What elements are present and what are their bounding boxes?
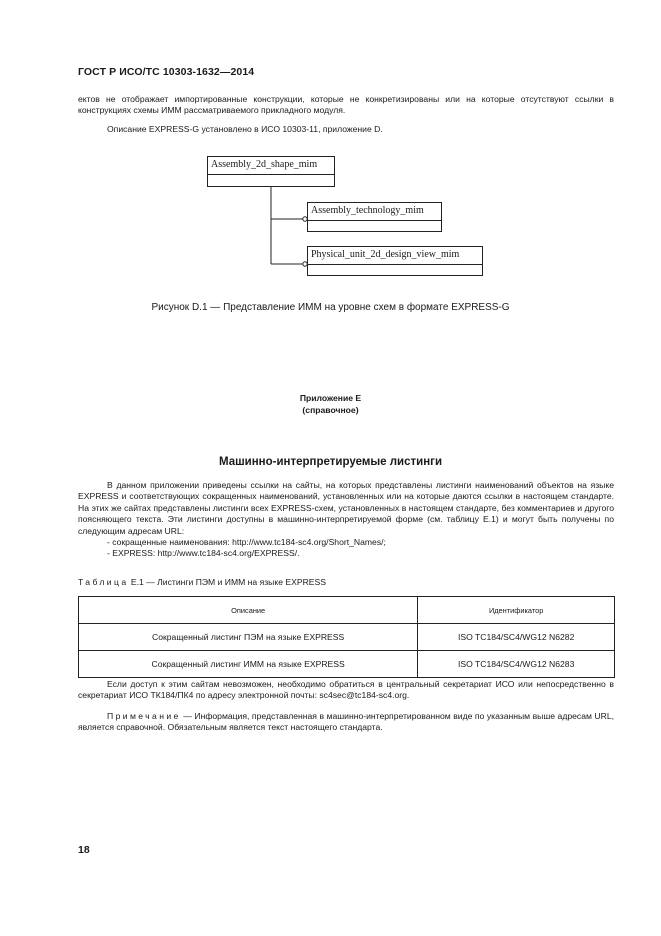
schema-name: Physical_unit_2d_design_view_mim — [308, 247, 482, 265]
listings-table — [78, 596, 615, 678]
table-caption-label: Таблица — [78, 577, 129, 587]
paragraph-express-g: Описание EXPRESS-G установлено в ИСО 10303-11, приложение D. — [107, 124, 383, 134]
note-text: — Информация, представленная в машинно-интерпретированном виде по указанным выше адресам URL, является справочной. Обязательным является текст настоящего стандарта. — [78, 711, 614, 733]
url-list-item: - сокращенные наименования: http://www.tc184-sc4.org/Short_Names/; — [107, 537, 386, 548]
schema-name: Assembly_technology_mim — [308, 203, 441, 221]
column-header-identifier: Идентификатор — [418, 597, 615, 624]
schema-name: Assembly_2d_shape_mim — [208, 157, 334, 175]
schema-box-root — [207, 156, 335, 187]
appendix-label: Приложение E — [299, 393, 362, 403]
url-list-item: - EXPRESS: http://www.tc184-sc4.org/EXPRESS/. — [107, 548, 300, 559]
table-cell: ISO TC184/SC4/WG12 N6283 — [418, 651, 615, 678]
note-paragraph — [78, 711, 614, 734]
table-row — [79, 624, 615, 651]
intro-block — [78, 480, 614, 560]
page-number: 18 — [78, 844, 90, 856]
paragraph-continuation: ектов не отображает импортированные конструкции, которые не конкретизированы или на которые отсутствуют ссылки в конструкциях схемы ИММ рассматриваемого прикладного модуля. — [78, 94, 614, 116]
schema-box-child-2 — [307, 246, 483, 276]
table-cell: ISO TC184/SC4/WG12 N6282 — [418, 624, 615, 651]
appendix-subtitle: (справочное) — [302, 404, 359, 415]
table-cell: Сокращенный листинг ПЭМ на языке EXPRESS — [79, 624, 418, 651]
table-caption — [78, 577, 326, 587]
note-label: Примечание — [107, 711, 181, 721]
intro-paragraph: В данном приложении приведены ссылки на сайты, на которых представлены листинги наименований объектов на языке EXPRESS и соответствующих сокращенных наименований, установленных или на которые даются ссылки в настоящем стандарте. На этих же сайтах представлены листинги всех EXPRESS-схем, установленных в настоящем стандарте, без комментариев и другого поясняющего текста. Эти листинги доступны в машинно-интерпретируемой форме (см. таблицу E.1) и могут быть получены по следующим адресам URL: — [78, 480, 614, 536]
table-header-row — [79, 597, 615, 624]
column-header-description: Описание — [79, 597, 418, 624]
figure-caption: Рисунок D.1 — Представление ИММ на уровне схем в формате EXPRESS-G — [151, 302, 510, 313]
appendix-title — [0, 393, 661, 416]
table-cell: Сокращенный листинг ИММ на языке EXPRESS — [79, 651, 418, 678]
paragraph-contact: Если доступ к этим сайтам невозможен, необходимо обратиться в центральный секретариат ИСО или непосредственно в секретариат ИСО ТК184/ПК4 по адресу электронной почты: sc4sec@tc184-sc4.org. — [78, 679, 614, 701]
table-caption-text: E.1 — Листинги ПЭМ и ИММ на языке EXPRESS — [130, 577, 326, 587]
schema-box-child-1 — [307, 202, 442, 232]
document-header: ГОСТ Р ИСО/ТС 10303-1632—2014 — [78, 66, 255, 78]
section-heading: Машинно-интерпретируемые листинги — [218, 456, 443, 468]
table-row — [79, 651, 615, 678]
